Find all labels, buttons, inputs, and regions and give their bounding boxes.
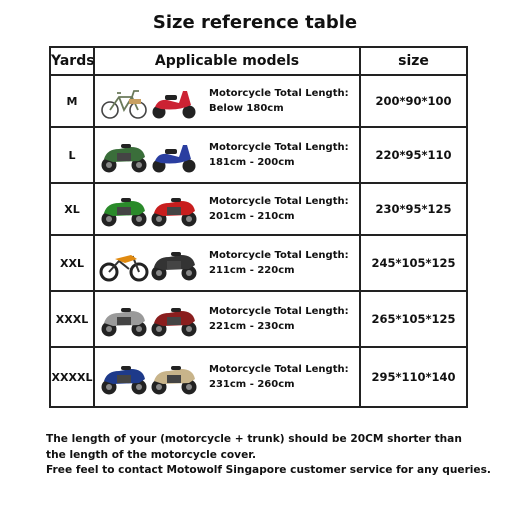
header-size: size — [360, 47, 467, 75]
yard-label: L — [68, 148, 76, 162]
table-row — [50, 75, 467, 127]
yard-label: XXL — [60, 256, 84, 270]
size-value: 265*105*125 — [360, 291, 467, 347]
motorcycle-images — [99, 243, 203, 283]
yard-label: M — [66, 94, 78, 108]
scooter-image — [149, 135, 199, 175]
size-table — [49, 46, 468, 408]
model-cell — [94, 183, 360, 235]
table-row — [50, 127, 467, 183]
length-label: Motorcycle Total Length: — [209, 250, 349, 261]
motorcycle-images — [99, 135, 203, 175]
header-yards: Yards — [50, 47, 94, 75]
footnote-line: Free feel to contact Motowolf Singapore customer service for any queries. — [46, 464, 491, 476]
length-description — [209, 140, 349, 170]
yard-cell — [50, 235, 94, 291]
size-value: 245*105*125 — [360, 235, 467, 291]
length-range: Below 180cm — [209, 103, 284, 114]
touring-motorcycle-image — [99, 299, 149, 339]
table-row — [50, 235, 467, 291]
length-label: Motorcycle Total Length: — [209, 306, 349, 317]
scooter-image — [149, 81, 199, 121]
table-row — [50, 291, 467, 347]
length-description — [209, 86, 349, 116]
model-cell — [94, 291, 360, 347]
bicycle-image — [99, 81, 149, 121]
sport-motorcycle-image — [99, 189, 149, 229]
length-range: 211cm - 220cm — [209, 265, 295, 276]
length-range: 181cm - 200cm — [209, 157, 295, 168]
yard-cell — [50, 347, 94, 407]
yard-cell — [50, 183, 94, 235]
length-description — [209, 304, 349, 334]
yard-label: XXXXL — [51, 370, 93, 384]
model-cell — [94, 75, 360, 127]
touring-motorcycle-image — [149, 299, 199, 339]
naked-motorcycle-image — [149, 243, 199, 283]
length-description — [209, 362, 349, 392]
table-row — [50, 347, 467, 407]
motorcycle-images — [99, 189, 203, 229]
table-header-row — [50, 47, 467, 75]
size-value: 200*90*100 — [360, 75, 467, 127]
length-label: Motorcycle Total Length: — [209, 142, 349, 153]
length-range: 201cm - 210cm — [209, 211, 295, 222]
footnote — [46, 432, 496, 479]
size-value: 230*95*125 — [360, 183, 467, 235]
model-cell — [94, 235, 360, 291]
yard-cell — [50, 291, 94, 347]
length-range: 231cm - 260cm — [209, 379, 295, 390]
footnote-line: The length of your (motorcycle + trunk) should be 20CM shorter than — [46, 433, 462, 445]
motorcycle-images — [99, 299, 203, 339]
table-row — [50, 183, 467, 235]
cruiser-motorcycle-image — [99, 357, 149, 397]
footnote-line: the length of the motorcycle cover. — [46, 448, 257, 461]
dirt-bike-image — [99, 243, 149, 283]
yard-cell — [50, 127, 94, 183]
yard-label: XXXL — [55, 312, 89, 326]
page-title: Size reference table — [152, 12, 358, 33]
header-models: Applicable models — [94, 47, 360, 75]
model-cell — [94, 127, 360, 183]
length-label: Motorcycle Total Length: — [209, 364, 349, 375]
length-label: Motorcycle Total Length: — [209, 88, 349, 99]
cruiser-motorcycle-image — [149, 357, 199, 397]
motorcycle-images — [99, 81, 203, 121]
length-label: Motorcycle Total Length: — [209, 196, 349, 207]
motorcycle-images — [99, 357, 203, 397]
sport-motorcycle-image — [149, 189, 199, 229]
length-description — [209, 194, 349, 224]
yard-label: XL — [64, 202, 80, 216]
length-range: 221cm - 230cm — [209, 321, 295, 332]
motorcycle-image — [99, 135, 149, 175]
yard-cell — [50, 75, 94, 127]
size-value: 220*95*110 — [360, 127, 467, 183]
model-cell — [94, 347, 360, 407]
size-value: 295*110*140 — [360, 347, 467, 407]
length-description — [209, 248, 349, 278]
